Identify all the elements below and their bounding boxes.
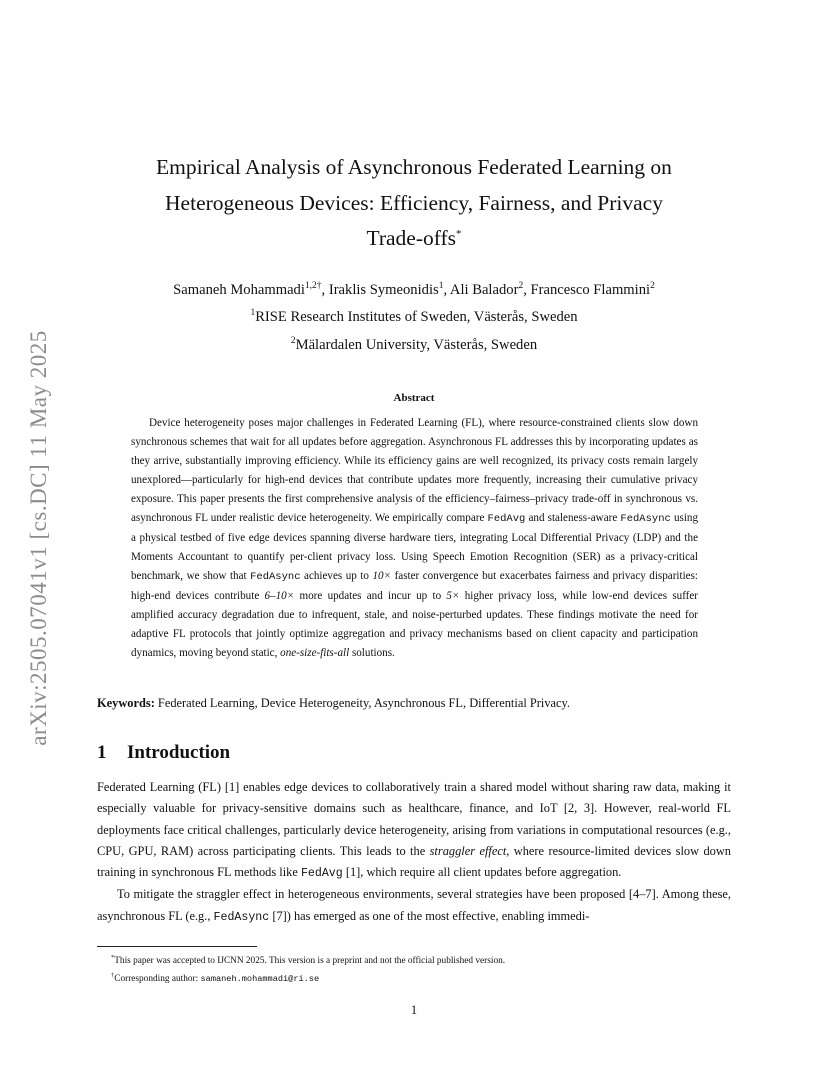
emphasis: straggler effect	[429, 843, 507, 858]
abstract-text: achieves up to	[300, 570, 373, 582]
introduction-body	[97, 777, 731, 928]
footnote-2-text: Corresponding author:	[114, 973, 201, 984]
code-fedasync: FedAsync	[213, 910, 270, 924]
code-fedavg: FedAvg	[487, 513, 526, 525]
abstract-heading: Abstract	[393, 392, 435, 404]
section-number: 1	[97, 742, 107, 763]
affiliation-2-number: 2	[290, 335, 296, 346]
abstract-text: using a physical testbed of five edge devices spanning diverse hardware tiers, integrating Local Differential Privacy (LDP) and the Moments Accountant to quantify per-client privacy loss. Using Speech Emotion Recognition (SER) as a privacy-critical benchmark, we show that	[131, 512, 698, 582]
intro-text: , where resource-limited devices slow down training in synchronous FL methods like	[97, 843, 731, 880]
author-2: , Iraklis Symeonidis	[321, 281, 439, 298]
intro-paragraph-1	[97, 777, 731, 884]
title-line-3-text: Trade-offs	[366, 226, 457, 250]
intro-paragraph-2	[97, 884, 731, 928]
intro-text: Federated Learning (FL) [1] enables edge devices to collaboratively train a shared model without sharing raw data, making it especially valuable for privacy-sensitive domains such as healthcare, finance, and IoT [2, 3]. However, real-world FL deployments face critical challenges, particularly device heterogeneity, arising from variations in computational resources (e.g., CPU, GPU, RAM) across participating clients. This leads to the	[97, 780, 731, 858]
intro-text: [7]) has emerged as one of the most effective, enabling immedi-	[269, 908, 590, 923]
author-2-affiliation: 1	[438, 281, 444, 291]
author-4: , Francesco Flammini	[523, 281, 651, 298]
affiliation-2	[100, 330, 728, 357]
emphasis: 5×	[446, 590, 460, 602]
footnote-2	[111, 969, 505, 987]
affiliation-2-text: Mälardalen University, Västerås, Sweden	[295, 336, 538, 353]
paper-title	[100, 150, 728, 257]
author-1: Samaneh Mohammadi	[173, 281, 305, 298]
abstract-text: more updates and incur up to	[294, 590, 447, 602]
abstract-text: higher privacy loss, while low-end devices suffer amplified accuracy degradation due to infrequent, stale, and noise-perturbed updates. These findings motivate the need for adaptive FL protocols that jointly optimize aggregation and privacy mechanisms based on client capacity and participation dynamics, moving beyond static,	[131, 590, 698, 659]
footnote-1-mark: *	[111, 954, 115, 961]
keywords-label: Keywords:	[97, 696, 155, 710]
emphasis: 10×	[372, 570, 392, 582]
code-fedavg: FedAvg	[300, 867, 343, 881]
page-number: 1	[410, 1003, 418, 1017]
abstract-text: and staleness-aware	[525, 512, 621, 524]
intro-text: [1], which require all client updates before aggregation.	[342, 865, 622, 880]
affiliation-1	[100, 302, 728, 329]
abstract-body	[131, 414, 698, 663]
footnotes	[111, 951, 505, 986]
author-1-affiliation: 1,2	[304, 281, 317, 291]
author-4-affiliation: 2	[650, 281, 655, 291]
intro-text: To mitigate the straggler effect in heterogeneous environments, several strategies have been proposed [4–7]. Among these, asynchronous FL (e.g.,	[97, 887, 731, 923]
section-title: Introduction	[127, 742, 231, 763]
author-1-mark: †	[316, 281, 322, 291]
keywords-line	[97, 696, 731, 711]
arxiv-identifier-stamp	[22, 296, 56, 780]
footnote-divider	[97, 946, 257, 947]
author-block	[100, 275, 728, 357]
author-3: , Ali Balador	[443, 281, 519, 298]
affiliation-1-number: 1	[250, 308, 256, 319]
title-line-1: Empirical Analysis of Asynchronous Federated Learning on	[156, 155, 672, 179]
code-fedasync: FedAsync	[250, 571, 301, 583]
arxiv-identifier-text: arXiv:2505.07041v1 [cs.DC] 11 May 2025	[26, 330, 51, 746]
keywords-text: Federated Learning, Device Heterogeneity, Asynchronous FL, Differential Privacy.	[154, 696, 571, 710]
section-heading-introduction	[97, 742, 230, 764]
footnote-1-text: This paper was accepted to IJCNN 2025. This version is a preprint and not the official published version.	[114, 956, 506, 967]
footnote-2-mark: †	[111, 971, 115, 979]
title-line-2: Heterogeneous Devices: Efficiency, Fairness, and Privacy	[165, 190, 663, 215]
abstract-text: solutions.	[349, 647, 395, 659]
abstract-text: faster convergence but exacerbates fairness and privacy disparities: high-end devices contribute	[131, 570, 698, 602]
emphasis: 6–10×	[264, 590, 295, 602]
emphasis: one-size-fits-all	[280, 647, 350, 659]
author-3-affiliation: 2	[518, 281, 524, 291]
corresponding-author-email: samaneh.mohammadi@ri.se	[200, 973, 320, 984]
code-fedasync: FedAsync	[620, 513, 671, 525]
title-line-3	[100, 221, 728, 257]
abstract-text: Device heterogeneity poses major challenges in Federated Learning (FL), where resource-constrained clients slow down synchronous schemes that wait for all updates before aggregation. Asynchronous FL addresses this by incorporating updates as they arrive, substantially improving efficiency. While its efficiency gains are well recognized, its privacy costs remain largely unexplored—particularly for high-end devices that contribute updates more frequently, increasing their cumulative privacy exposure. This paper presents the first comprehensive analysis of the efficiency–fairness–privacy trade-off in synchronous vs. asynchronous FL under realistic device heterogeneity. We empirically compare	[131, 417, 698, 524]
author-list	[100, 275, 728, 302]
title-footnote-mark: *	[456, 228, 462, 240]
affiliation-1-text: RISE Research Institutes of Sweden, Västerås, Sweden	[255, 309, 578, 326]
footnote-1	[111, 951, 505, 969]
